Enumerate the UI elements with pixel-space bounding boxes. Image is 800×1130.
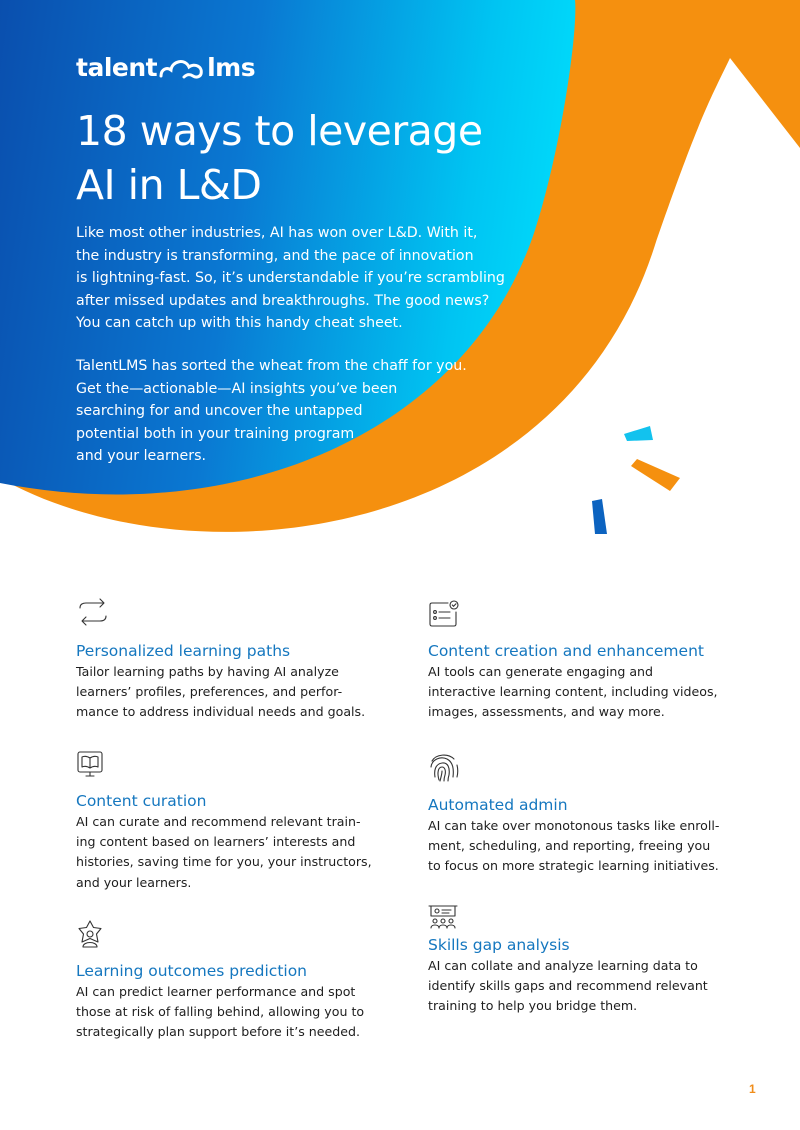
feature-title: Skills gap analysis	[428, 936, 570, 954]
intro-line: searching for and uncover the untapped	[76, 403, 363, 419]
description-line: mance to address individual needs and goals.	[76, 704, 366, 720]
star-person-icon	[76, 920, 110, 950]
description-line: images, assessments, and way more.	[428, 704, 665, 720]
feature-description	[428, 956, 758, 1017]
description-line: to focus on more strategic learning initiatives.	[428, 858, 719, 874]
logo-text-talent: talent	[76, 52, 158, 82]
intro-line: potential both in your training program	[76, 425, 355, 442]
spark-blue	[592, 499, 607, 534]
description-line: AI tools can generate engaging and	[428, 664, 654, 679]
feature-description	[428, 816, 758, 877]
book-screen-icon	[76, 750, 110, 780]
spark-cyan	[624, 426, 653, 441]
feature-title: Content creation and enhancement	[428, 642, 704, 660]
feature-description	[76, 812, 406, 893]
intro-line: is lightning-fast. So, it’s understandable if you’re scrambling	[76, 270, 505, 286]
title-line: 18 ways to leverage	[76, 107, 483, 155]
fingerprint-icon	[428, 753, 462, 783]
intro-line: TalentLMS has sorted the wheat from the chaff for you.	[76, 358, 467, 374]
feature-learning-outcomes-prediction	[76, 920, 406, 1043]
description-line: learners’ profiles, preferences, and perfor-	[76, 684, 343, 700]
intro-line: after missed updates and breakthroughs. The good news?	[76, 292, 490, 309]
intro-line: the industry is transforming, and the pace of innovation	[76, 247, 474, 264]
description-line: histories, saving time for you, your instructors,	[76, 854, 372, 870]
description-line: AI can collate and analyze learning data to	[428, 958, 698, 973]
feature-title: Learning outcomes prediction	[76, 962, 308, 980]
description-line: those at risk of falling behind, allowing you to	[76, 1004, 365, 1020]
description-line: AI can take over monotonous tasks like enroll-	[428, 818, 720, 833]
feature-description	[428, 662, 758, 723]
intro-line: and your learners.	[76, 448, 207, 464]
presentation-group-icon	[428, 902, 462, 932]
page-number: 1	[749, 1082, 756, 1096]
description-line: ment, scheduling, and reporting, freeing you	[428, 838, 711, 854]
page-title	[76, 104, 556, 212]
cloud-icon	[159, 54, 205, 80]
feature-content-curation	[76, 750, 406, 893]
description-line: strategically plan support before it’s needed.	[76, 1024, 360, 1040]
talentlms-logo	[76, 52, 255, 82]
title-line: AI in L&D	[76, 161, 262, 209]
feature-title: Content curation	[76, 792, 207, 810]
description-line: identify skills gaps and recommend relevant	[428, 978, 708, 994]
feature-description	[76, 662, 406, 723]
logo-text-lms: lms	[207, 52, 256, 82]
description-line: AI can curate and recommend relevant train-	[76, 814, 361, 829]
description-line: interactive learning content, including videos,	[428, 684, 718, 700]
intro-paragraph-2	[76, 355, 467, 468]
description-line: Tailor learning paths by having AI analyze	[76, 664, 339, 679]
feature-skills-gap-analysis	[428, 902, 758, 1017]
feature-title: Automated admin	[428, 796, 568, 814]
feature-description	[76, 982, 406, 1043]
description-line: and your learners.	[76, 874, 192, 890]
description-line: AI can predict learner performance and spot	[76, 984, 356, 999]
intro-line: You can catch up with this handy cheat sheet.	[76, 315, 403, 331]
feature-personalized-learning-paths	[76, 598, 406, 723]
intro-line: Get the—actionable—AI insights you’ve been	[76, 380, 398, 397]
intro-paragraph-1	[76, 222, 505, 335]
intro-line: Like most other industries, AI has won over L&D. With it,	[76, 225, 478, 241]
description-line: training to help you bridge them.	[428, 998, 638, 1014]
checklist-icon	[428, 600, 462, 630]
description-line: ing content based on learners’ interests and	[76, 834, 356, 850]
feature-automated-admin	[428, 753, 758, 877]
spark-orange	[631, 459, 680, 491]
feature-content-creation	[428, 600, 758, 723]
feature-title: Personalized learning paths	[76, 642, 291, 660]
arrows-swap-icon	[76, 598, 110, 628]
